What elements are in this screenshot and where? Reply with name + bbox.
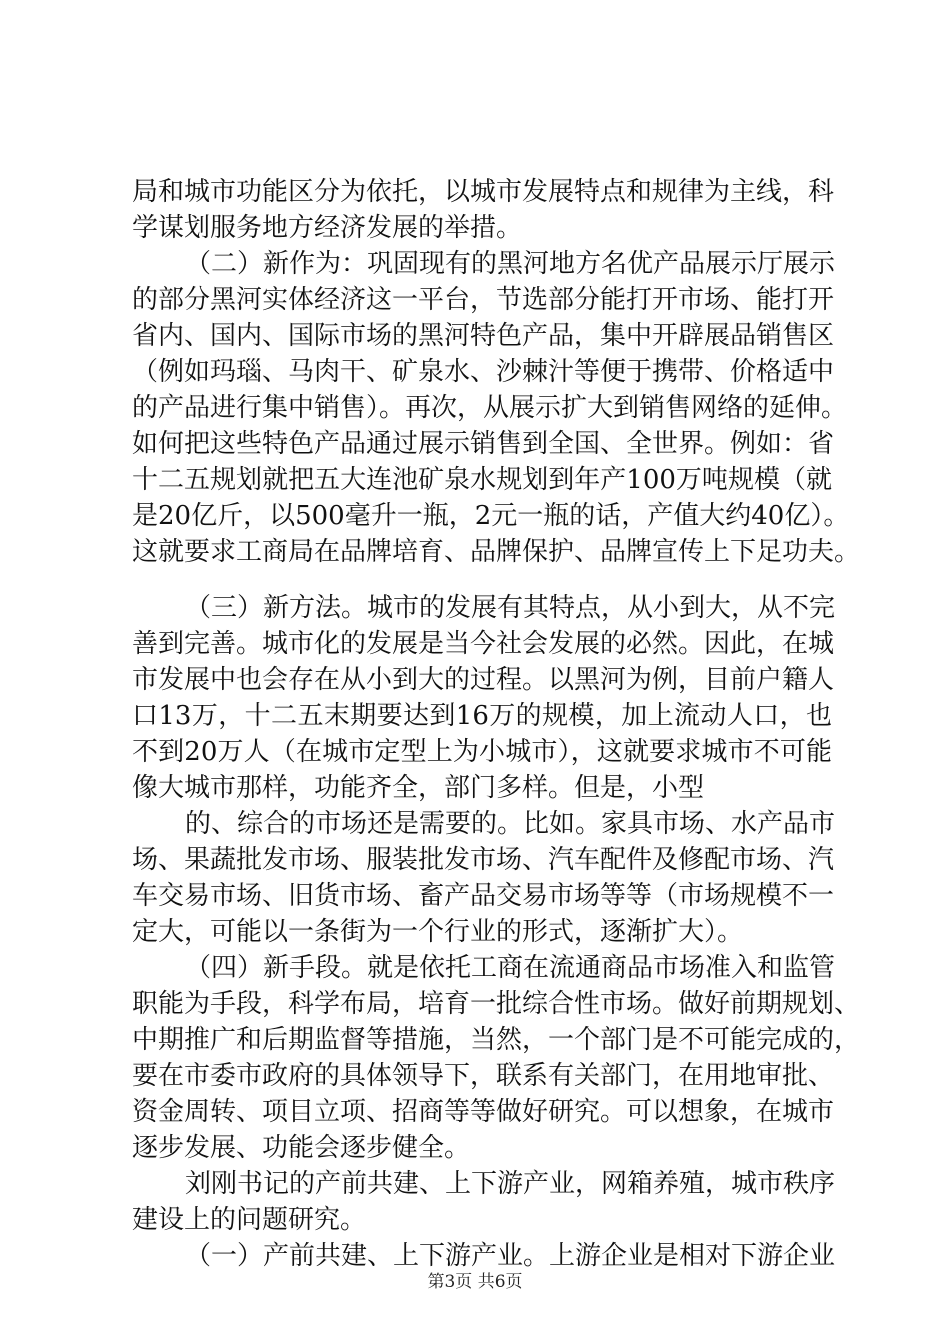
text-line: 逐步发展、功能会逐步健全。 [132,1133,471,1163]
text-line: 的、综合的市场还是需要的。比如。家具市场、水产品市 [185,809,836,839]
text-line: （三）新方法。城市的发展有其特点，从小到大，从不完 [185,593,836,623]
text-line: 十二五规划就把五大连池矿泉水规划到年产100万吨规模（就 [132,465,832,495]
text-line: 这就要求工商局在品牌培育、品牌保护、品牌宣传上下足功夫。 [132,537,861,567]
text-line: 像大城市那样，功能齐全，部门多样。但是，小型 [132,773,705,803]
text-line: 刘刚书记的产前共建、上下游产业，网箱养殖，城市秩序 [185,1169,836,1199]
text-line: （例如玛瑙、马肉干、矿泉水、沙棘汁等便于携带、价格适中 [132,357,835,387]
text-line: 要在市委市政府的具体领导下，联系有关部门，在用地审批、 [132,1061,835,1091]
text-line: （四）新手段。就是依托工商在流通商品市场准入和监管 [185,953,836,983]
text-line: 中期推广和后期监督等措施，当然，一个部门是不可能完成的， [132,1025,861,1055]
text-line: 是20亿斤，以500毫升一瓶，2元一瓶的话，产值大约40亿）。 [132,501,850,531]
text-line: 省内、国内、国际市场的黑河特色产品，集中开辟展品销售区 [132,321,835,351]
text-line: 市发展中也会存在从小到大的过程。以黑河为例，目前户籍人 [132,665,835,695]
text-line: 职能为手段，科学布局，培育一批综合性市场。做好前期规划、 [132,989,861,1019]
text-line: 的产品进行集中销售）。再次，从展示扩大到销售网络的延伸。 [132,393,848,423]
text-line: 定大，可能以一条街为一个行业的形式，逐渐扩大）。 [132,917,744,947]
text-line: 建设上的问题研究。 [132,1205,367,1235]
text-line: 资金周转、项目立项、招商等等做好研究。可以想象，在城市 [132,1097,835,1127]
text-line: 不到20万人（在城市定型上为小城市），这就要求城市不可能 [132,737,832,767]
text-line: 场、果蔬批发市场、服装批发市场、汽车配件及修配市场、汽 [132,845,835,875]
text-line: 学谋划服务地方经济发展的举措。 [132,213,523,243]
text-line: 如何把这些特色产品通过展示销售到全国、全世界。例如：省 [132,429,835,459]
text-line: 车交易市场、旧货市场、畜产品交易市场等等（市场规模不一 [132,881,835,911]
text-line: 口13万，十二五末期要达到16万的规模，加上流动人口，也 [132,701,832,731]
text-line: 的部分黑河实体经济这一平台，节选部分能打开市场、能打开 [132,285,835,315]
text-line: 局和城市功能区分为依托，以城市发展特点和规律为主线，科 [132,177,835,207]
page-footer: 第3页 共6页 [427,1272,523,1292]
text-line: 善到完善。城市化的发展是当今社会发展的必然。因此，在城 [132,629,835,659]
text-line: （二）新作为：巩固现有的黑河地方名优产品展示厅展示 [185,249,836,279]
text-line: （一）产前共建、上下游产业。上游企业是相对下游企业 [185,1241,836,1271]
